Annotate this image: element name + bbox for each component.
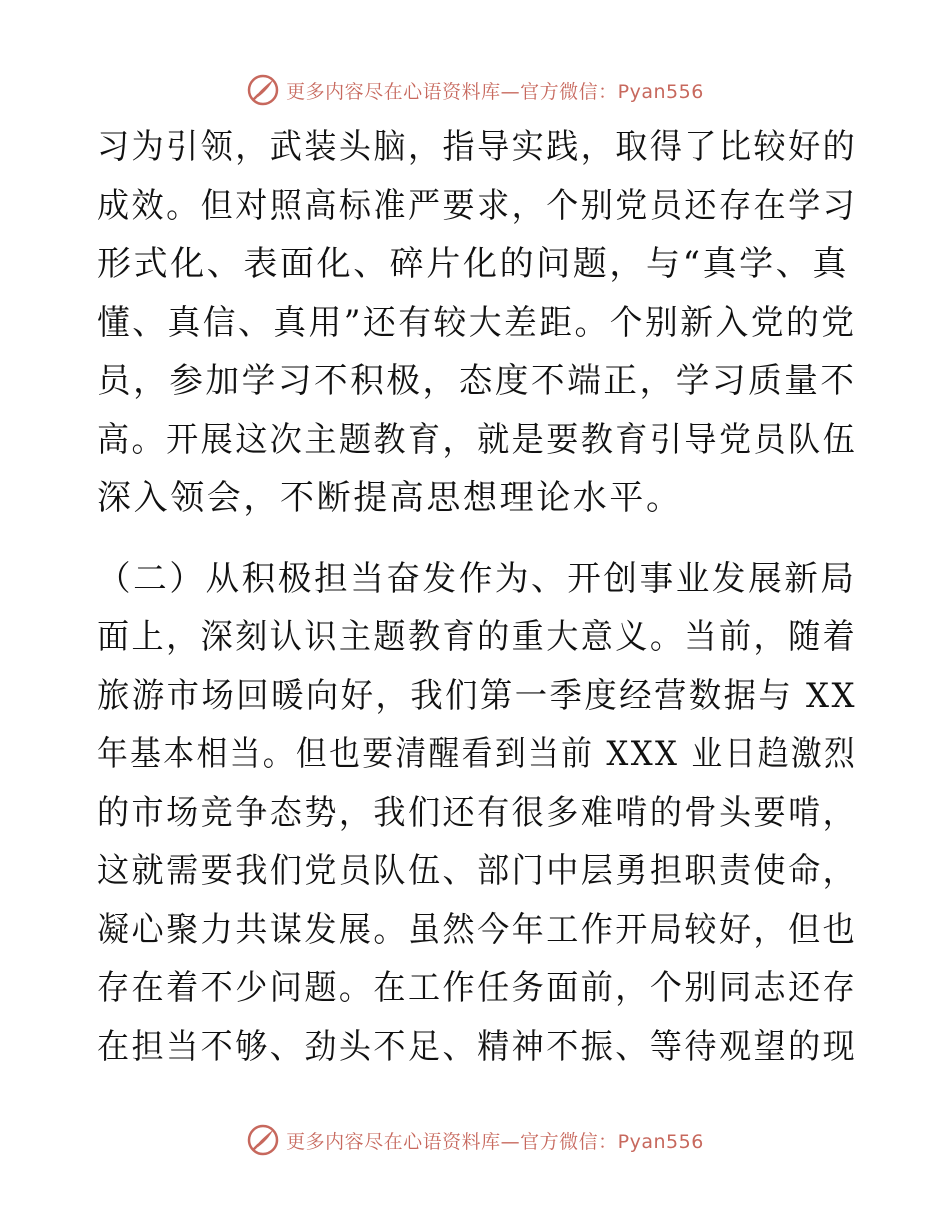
text-line: 形式化、表面化、碎片化的问题，与“真学、真 — [97, 244, 849, 284]
footer-watermark — [0, 1120, 950, 1160]
feather-pen-logo-icon — [246, 73, 280, 107]
text-line: 成效。但对照高标准严要求，个别党员还存在学习 — [97, 185, 858, 226]
text-line: 员，参加学习不积极，态度不端正，学习质量不 — [97, 361, 857, 401]
paragraph — [97, 118, 857, 528]
text-line: 凝心聚力共谋发展。虽然今年工作开局较好，但也 — [97, 909, 858, 950]
text-line: 懂、真信、真用”还有较大差距。个别新入党的党 — [97, 302, 857, 343]
text-line: 旅游市场回暖向好，我们第一季度经营数据与 XX — [97, 675, 858, 716]
feather-pen-logo-icon — [246, 1123, 280, 1157]
document-body — [97, 118, 857, 1076]
text-line: 深入领会，不断提高思想理论水平。 — [97, 478, 683, 518]
text-line: 的市场竞争态势，我们还有很多难啃的骨头要啃， — [97, 792, 858, 833]
paragraph — [97, 550, 857, 1077]
text-line: 年基本相当。但也要清醒看到当前 XXX 业日趋激烈 — [97, 734, 858, 774]
text-line: 这就需要我们党员队伍、部门中层勇担职责使命， — [97, 851, 858, 891]
text-line: 在担当不够、劲头不足、精神不振、等待观望的现 — [97, 1026, 858, 1067]
text-line: 面上，深刻认识主题教育的重大意义。当前，随着 — [97, 617, 858, 657]
text-line: 存在着不少问题。在工作任务面前，个别同志还存 — [97, 968, 858, 1008]
watermark-text: 更多内容尽在心语资料库—官方微信：Pyan556 — [286, 80, 704, 103]
text-line: 习为引领，武装头脑，指导实践，取得了比较好的 — [97, 127, 858, 167]
watermark-text: 更多内容尽在心语资料库—官方微信：Pyan556 — [286, 1130, 704, 1153]
text-line: 高。开展这次主题教育，就是要教育引导党员队伍 — [97, 419, 858, 460]
header-watermark — [0, 70, 950, 110]
text-line: （二）从积极担当奋发作为、开创事业发展新局 — [97, 558, 857, 599]
